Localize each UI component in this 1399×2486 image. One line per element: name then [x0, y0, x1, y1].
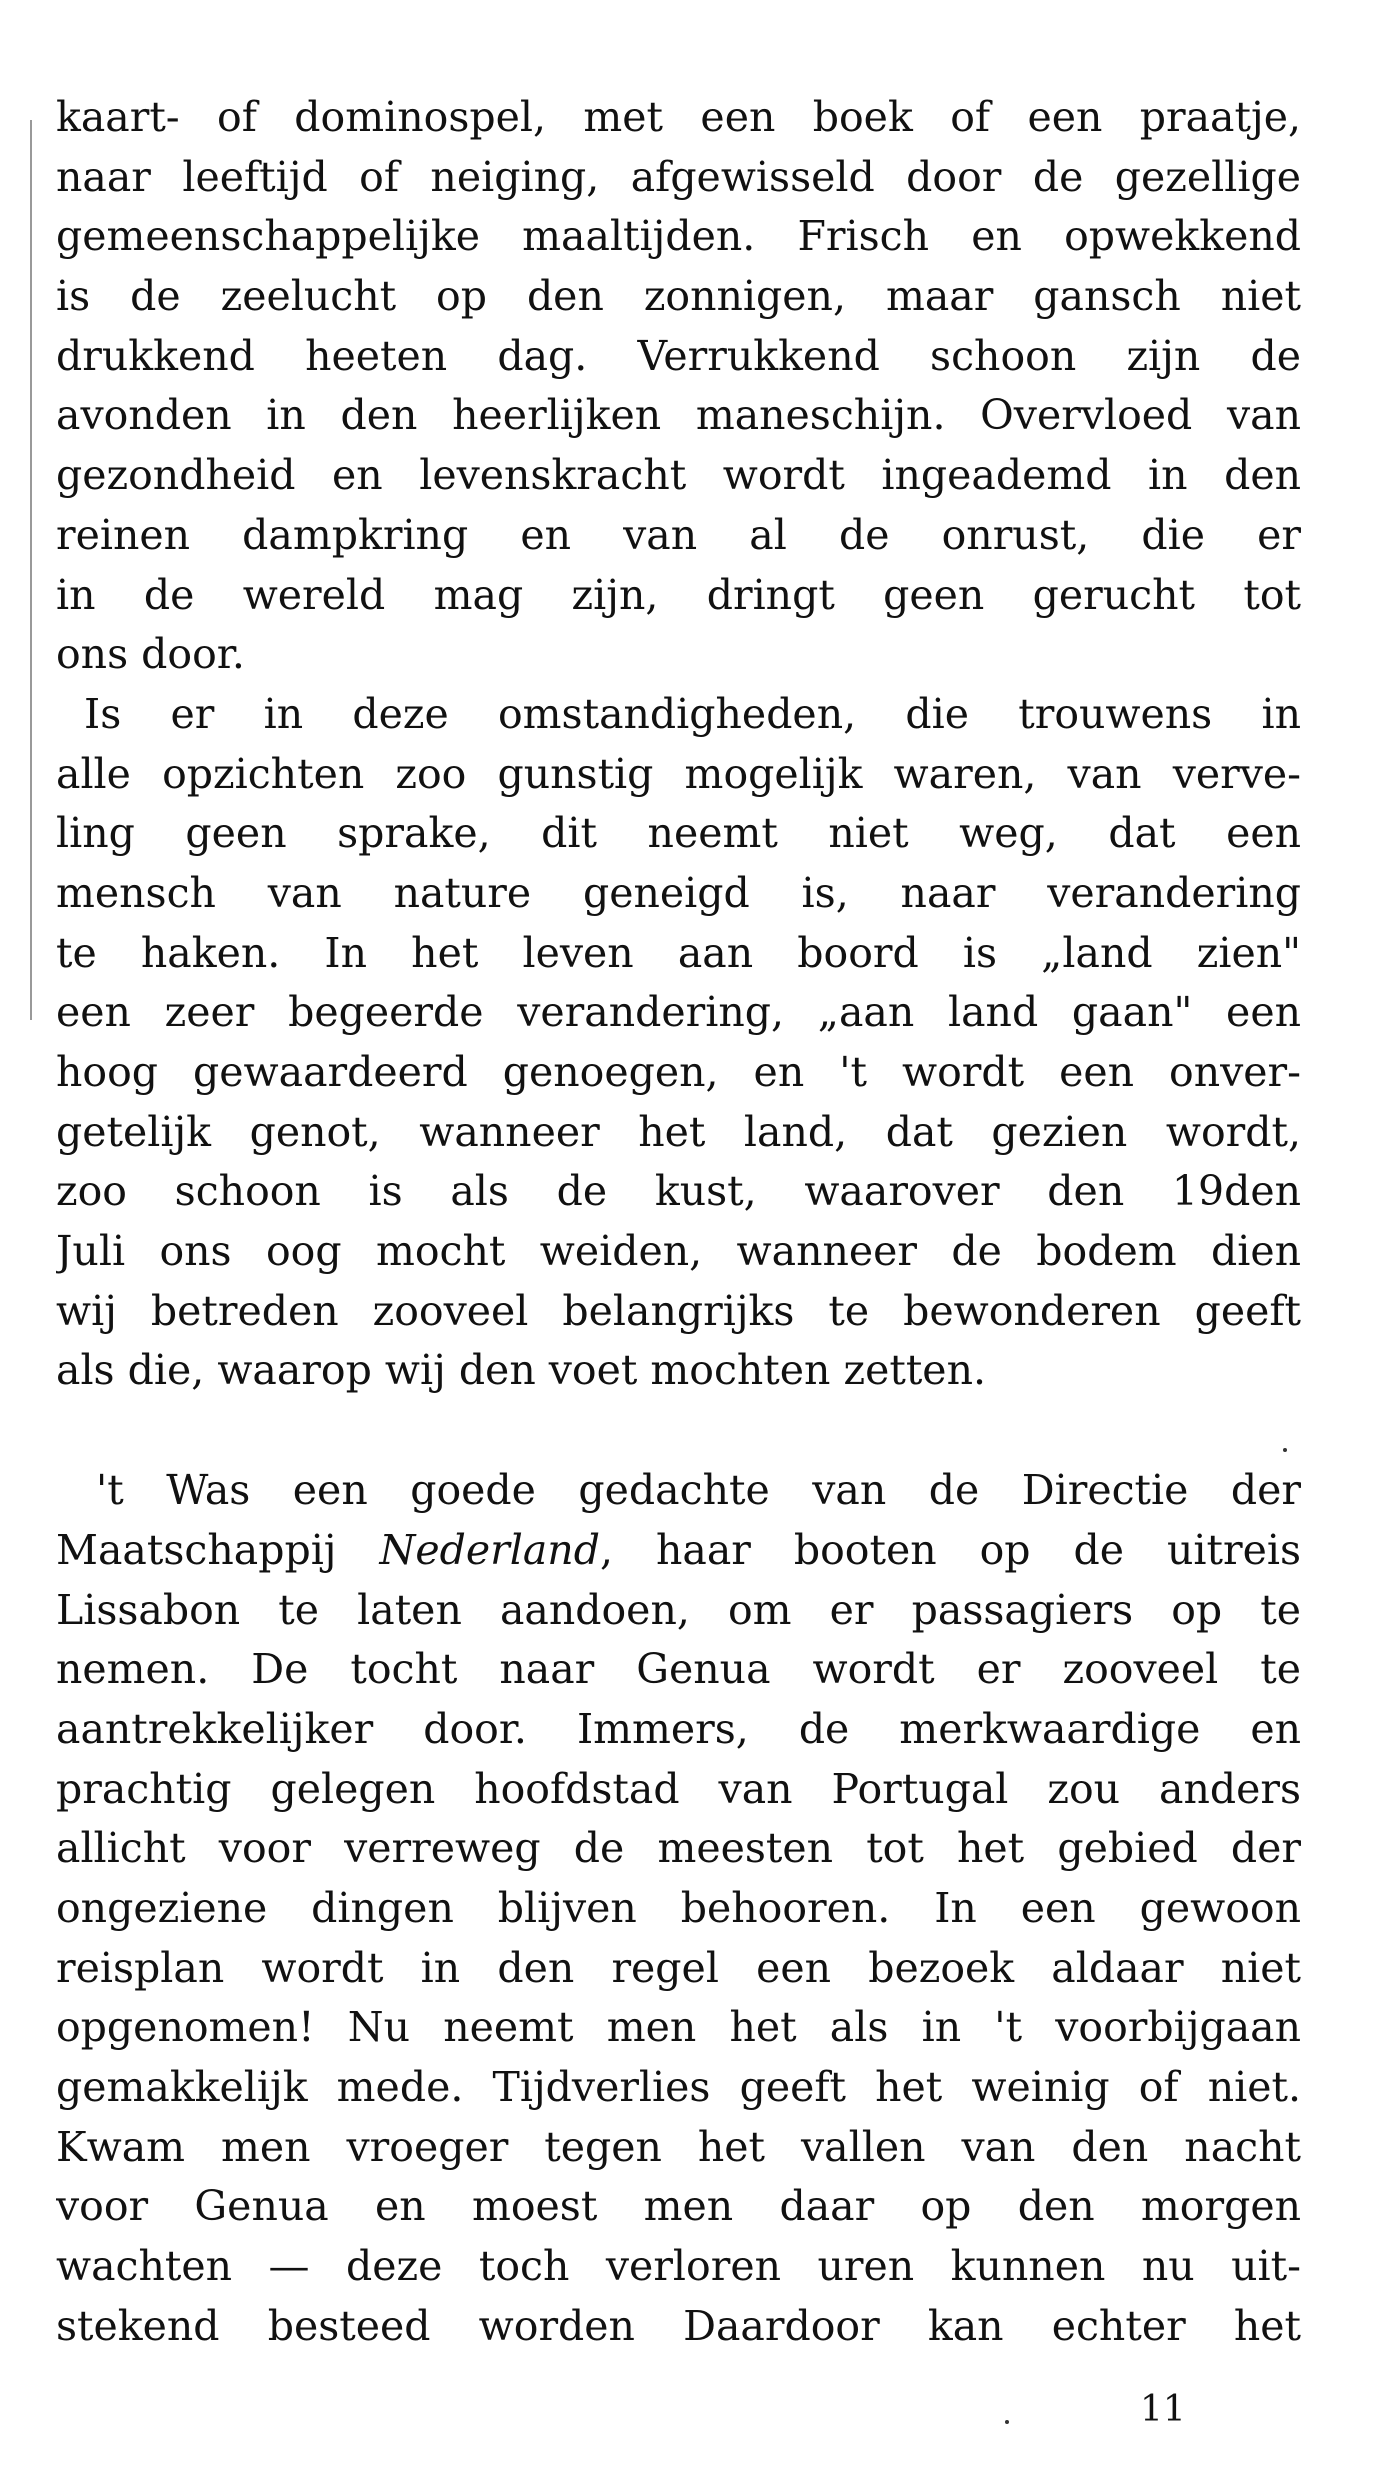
- text-line: reinen dampkring en van al de onrust, die er: [56, 510, 1301, 559]
- text-line: een zeer begeerde verandering, „aan land gaan" een: [56, 988, 1301, 1037]
- text-line: 't Was een goede gedachte van de Directie der: [96, 1466, 1301, 1515]
- paragraph-3: [56, 1461, 1301, 2356]
- text-line: Lissabon te laten aandoen, om er passagiers op te: [56, 1585, 1301, 1634]
- text-line: is de zeelucht op den zonnigen, maar gansch niet: [56, 272, 1301, 321]
- text-line: gezondheid en levenskracht wordt ingeademd in den: [56, 451, 1301, 500]
- text-line: te haken. In het leven aan boord is „land zien": [56, 928, 1301, 977]
- text-line: wij betreden zooveel belangrijks te bewonderen geeft: [56, 1286, 1301, 1335]
- print-speck: [1283, 1448, 1287, 1452]
- text-run: Maatschappij: [56, 1525, 380, 1574]
- text-line: naar leeftijd of neiging, afgewisseld door de gezellige: [56, 152, 1301, 201]
- paragraph-2-body: [56, 745, 1301, 1402]
- text-line: allicht voor verreweg de meesten tot het gebied der: [56, 1824, 1301, 1873]
- text-line: ongeziene dingen blijven behooren. In een gewoon: [56, 1883, 1301, 1932]
- text-line: stekend besteed worden Daardoor kan echter het: [56, 2301, 1301, 2350]
- text-line: ling geen sprake, dit neemt niet weg, dat een: [56, 809, 1301, 858]
- text-line: als die, waarop wij den voet mochten zetten.: [56, 1346, 987, 1395]
- text-line: drukkend heeten dag. Verrukkend schoon zijn de: [56, 331, 1301, 380]
- text-line: zoo schoon is als de kust, waarover den 19den: [56, 1167, 1301, 1216]
- text-line: aantrekkelijker door. Immers, de merkwaardige en: [56, 1704, 1301, 1753]
- text-line: wachten — deze toch verloren uren kunnen nu uit-: [56, 2242, 1301, 2291]
- italic-ship-name: Nederland: [379, 1525, 600, 1574]
- text-line: in de wereld mag zijn, dringt geen gerucht tot: [56, 570, 1301, 619]
- text-line: ons door.: [56, 630, 245, 679]
- text-line: Juli ons oog mocht weiden, wanneer de bodem dien: [56, 1227, 1301, 1276]
- text-line: Kwam men vroeger tegen het vallen van den nacht: [56, 2122, 1301, 2171]
- text-line: opgenomen! Nu neemt men het als in 't voorbijgaan: [56, 2003, 1301, 2052]
- print-speck: [1005, 2420, 1009, 2424]
- margin-rule: [30, 120, 32, 1020]
- text-line: mensch van nature geneigd is, naar verandering: [56, 868, 1301, 917]
- text-line: voor Genua en moest men daar op den morgen: [56, 2182, 1301, 2231]
- text-line: prachtig gelegen hoofdstad van Portugal zou anders: [56, 1764, 1301, 1813]
- paragraph-2: [56, 685, 1301, 745]
- text-line: kaart- of dominospel, met een boek of een praatje,: [56, 93, 1301, 141]
- paragraph-1: [56, 88, 1301, 685]
- text-line-italic: [56, 1521, 1301, 1581]
- text-line: hoog gewaardeerd genoegen, en 't wordt een onver-: [56, 1048, 1301, 1096]
- text-line: gemakkelijk mede. Tijdverlies geeft het weinig of niet.: [56, 2063, 1301, 2111]
- text-line: gemeenschappelijke maaltijden. Frisch en opwekkend: [56, 212, 1301, 261]
- text-run: , haar booten op de uitreis: [599, 1525, 1301, 1574]
- text-line: nemen. De tocht naar Genua wordt er zooveel te: [56, 1645, 1301, 1694]
- page-text: [56, 88, 1301, 2356]
- text-line: reisplan wordt in den regel een bezoek aldaar niet: [56, 1943, 1301, 1992]
- text-line: getelijk genot, wanneer het land, dat gezien wordt,: [56, 1107, 1301, 1156]
- section-gap: [56, 1401, 1301, 1461]
- text-line: alle opzichten zoo gunstig mogelijk waren, van verve-: [56, 749, 1301, 798]
- text-line: Is er in deze omstandigheden, die trouwens in: [84, 689, 1301, 738]
- text-line: avonden in den heerlijken maneschijn. Overvloed van: [56, 391, 1301, 440]
- page-number: 11: [1140, 2389, 1186, 2430]
